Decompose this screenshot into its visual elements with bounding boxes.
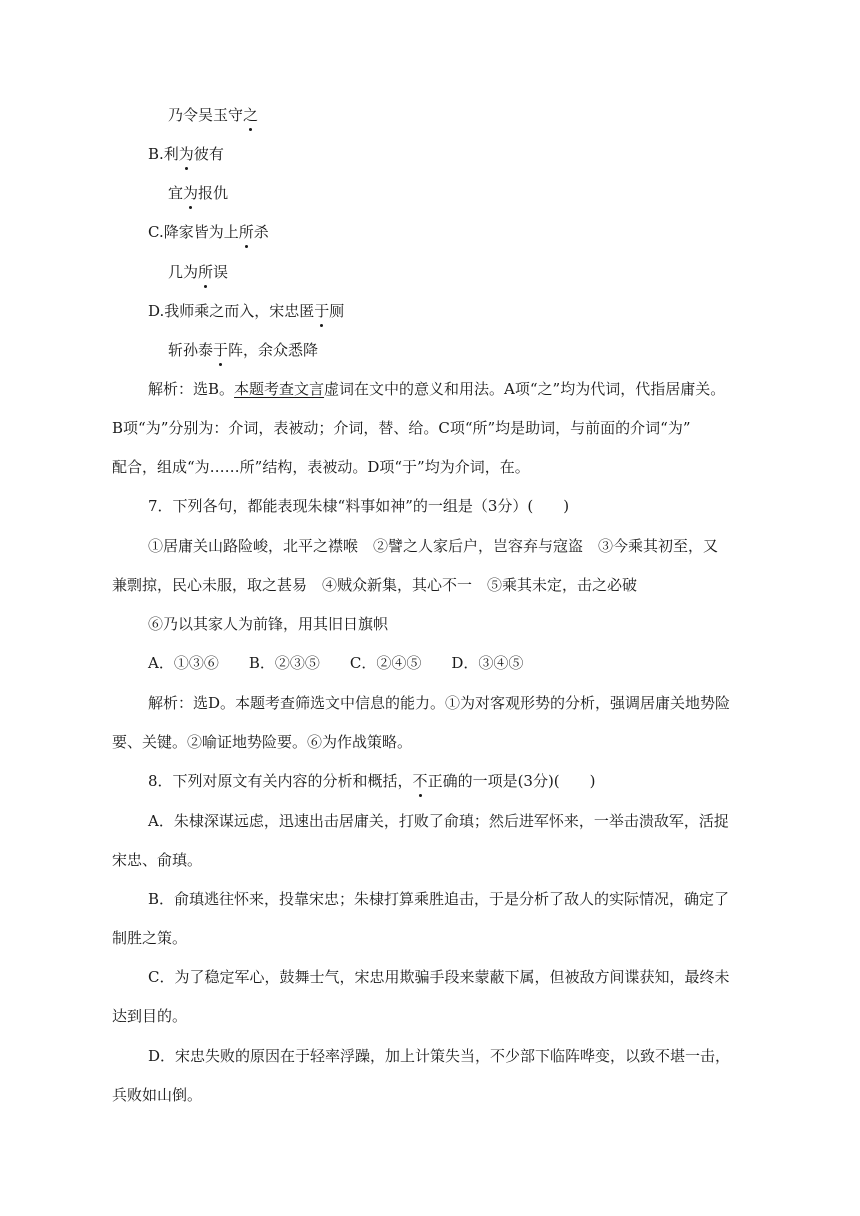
option-b-line1	[148, 144, 788, 164]
option-c-line1	[148, 222, 788, 242]
option-a-line2	[168, 105, 808, 125]
text-segment: 解析：选B。	[148, 380, 235, 398]
question-7-items-line2: 兼剽掠，民心未服，取之甚易 ④贼众新集，其心不一 ⑤乘其未定，击之必破	[112, 576, 638, 594]
text-segment: 斩孙泰	[168, 341, 214, 359]
text-segment: 几为	[168, 263, 199, 281]
question-8-option-c-line2: 达到目的。	[112, 1007, 188, 1025]
analysis-6-line2: B项“为”分别为：介词，表被动；介词，替、给。C项“所”均是助词，与前面的介词“为”	[112, 419, 691, 437]
text-segment: 正确的一项是(3分)( )	[427, 772, 596, 790]
text-segment: 厕	[329, 302, 345, 320]
analysis-6-line1	[148, 379, 788, 399]
emphasis-dot-char: 于	[213, 341, 229, 359]
question-8-option-c-line1: C．为了稳定军心，鼓舞士气，宋忠用欺骗手段来蒙蔽下属，但被敌方间谍获知，最终未	[148, 968, 730, 986]
question-8-option-a-line2: 宋忠、俞瑱。	[112, 851, 203, 869]
emphasis-dot-char: 不	[412, 772, 428, 790]
analysis-6-line3: 配合，组成“为……所”结构，表被动。D项“于”均为介词，在。	[112, 458, 530, 476]
text-segment: 误	[213, 263, 229, 281]
question-8-option-d-line1: D．宋忠失败的原因在于轻率浮躁，加上计策失当，不少部下临阵哗变，以致不堪一击，	[148, 1047, 731, 1065]
question-7-analysis-line1: 解析：选D。本题考查筛选文中信息的能力。①为对客观形势的分析，强调居庸关地势险	[148, 694, 731, 712]
emphasis-dot-char: 所	[238, 223, 254, 241]
option-b-line2	[168, 183, 808, 203]
text-segment: 宜	[168, 184, 184, 202]
option-c-line2	[168, 262, 808, 282]
text-segment: C.降家皆为上	[148, 223, 239, 241]
question-7-analysis-line2: 要、关键。②喻证地势险要。⑥为作战策略。	[112, 733, 413, 751]
emphasis-dot-char: 为	[178, 145, 194, 163]
text-segment: 虚词在文中的意义和用法。A项“之”均为代词，代指居庸关。	[324, 380, 726, 398]
option-d-line1	[148, 301, 788, 321]
question-8-option-d-line2: 兵败如山倒。	[112, 1086, 203, 1104]
question-7-items-line3: ⑥乃以其家人为前锋，用其旧日旗帜	[148, 615, 389, 633]
text-segment: D.我师乘之而入，宋忠匿	[148, 302, 315, 320]
text-segment: 杀	[253, 223, 269, 241]
question-8-option-a-line1: A．朱棣深谋远虑，迅速出击居庸关，打败了俞瑱；然后进军怀来，一举击溃敌军，活捉	[148, 812, 729, 830]
question-8-option-b-line1: B．俞瑱逃往怀来，投靠宋忠；朱棣打算乘胜追击，于是分析了敌人的实际情况，确定了	[148, 890, 730, 908]
emphasis-dot-char: 所	[198, 263, 214, 281]
emphasis-dot-char: 为	[183, 184, 199, 202]
question-8-stem	[148, 771, 788, 791]
question-8-option-b-line2: 制胜之策。	[112, 929, 188, 947]
question-7-stem: 7．下列各句，都能表现朱棣“料事如神”的一组是（3分）( )	[148, 497, 570, 515]
text-segment: 8．下列对原文有关内容的分析和概括，	[148, 772, 413, 790]
text-segment: 乃令吴玉守	[168, 106, 244, 124]
emphasis-dot-char: 于	[314, 302, 330, 320]
text-segment: 阵，余众悉降	[228, 341, 319, 359]
emphasis-dot-char: 之	[243, 106, 259, 124]
text-segment: 报仇	[198, 184, 229, 202]
question-7-choices: A．①③⑥ B．②③⑤ C．②④⑤ D．③④⑤	[148, 654, 524, 672]
question-7-items-line1: ①居庸关山路险峻，北平之襟喉 ②譬之人家后户，岂容弃与寇盗 ③今乘其初至，又	[148, 537, 719, 555]
underlined-text: 本题考查文言	[234, 380, 325, 398]
option-d-line2	[168, 340, 808, 360]
text-segment: B.利	[148, 145, 179, 163]
text-segment: 彼有	[193, 145, 224, 163]
